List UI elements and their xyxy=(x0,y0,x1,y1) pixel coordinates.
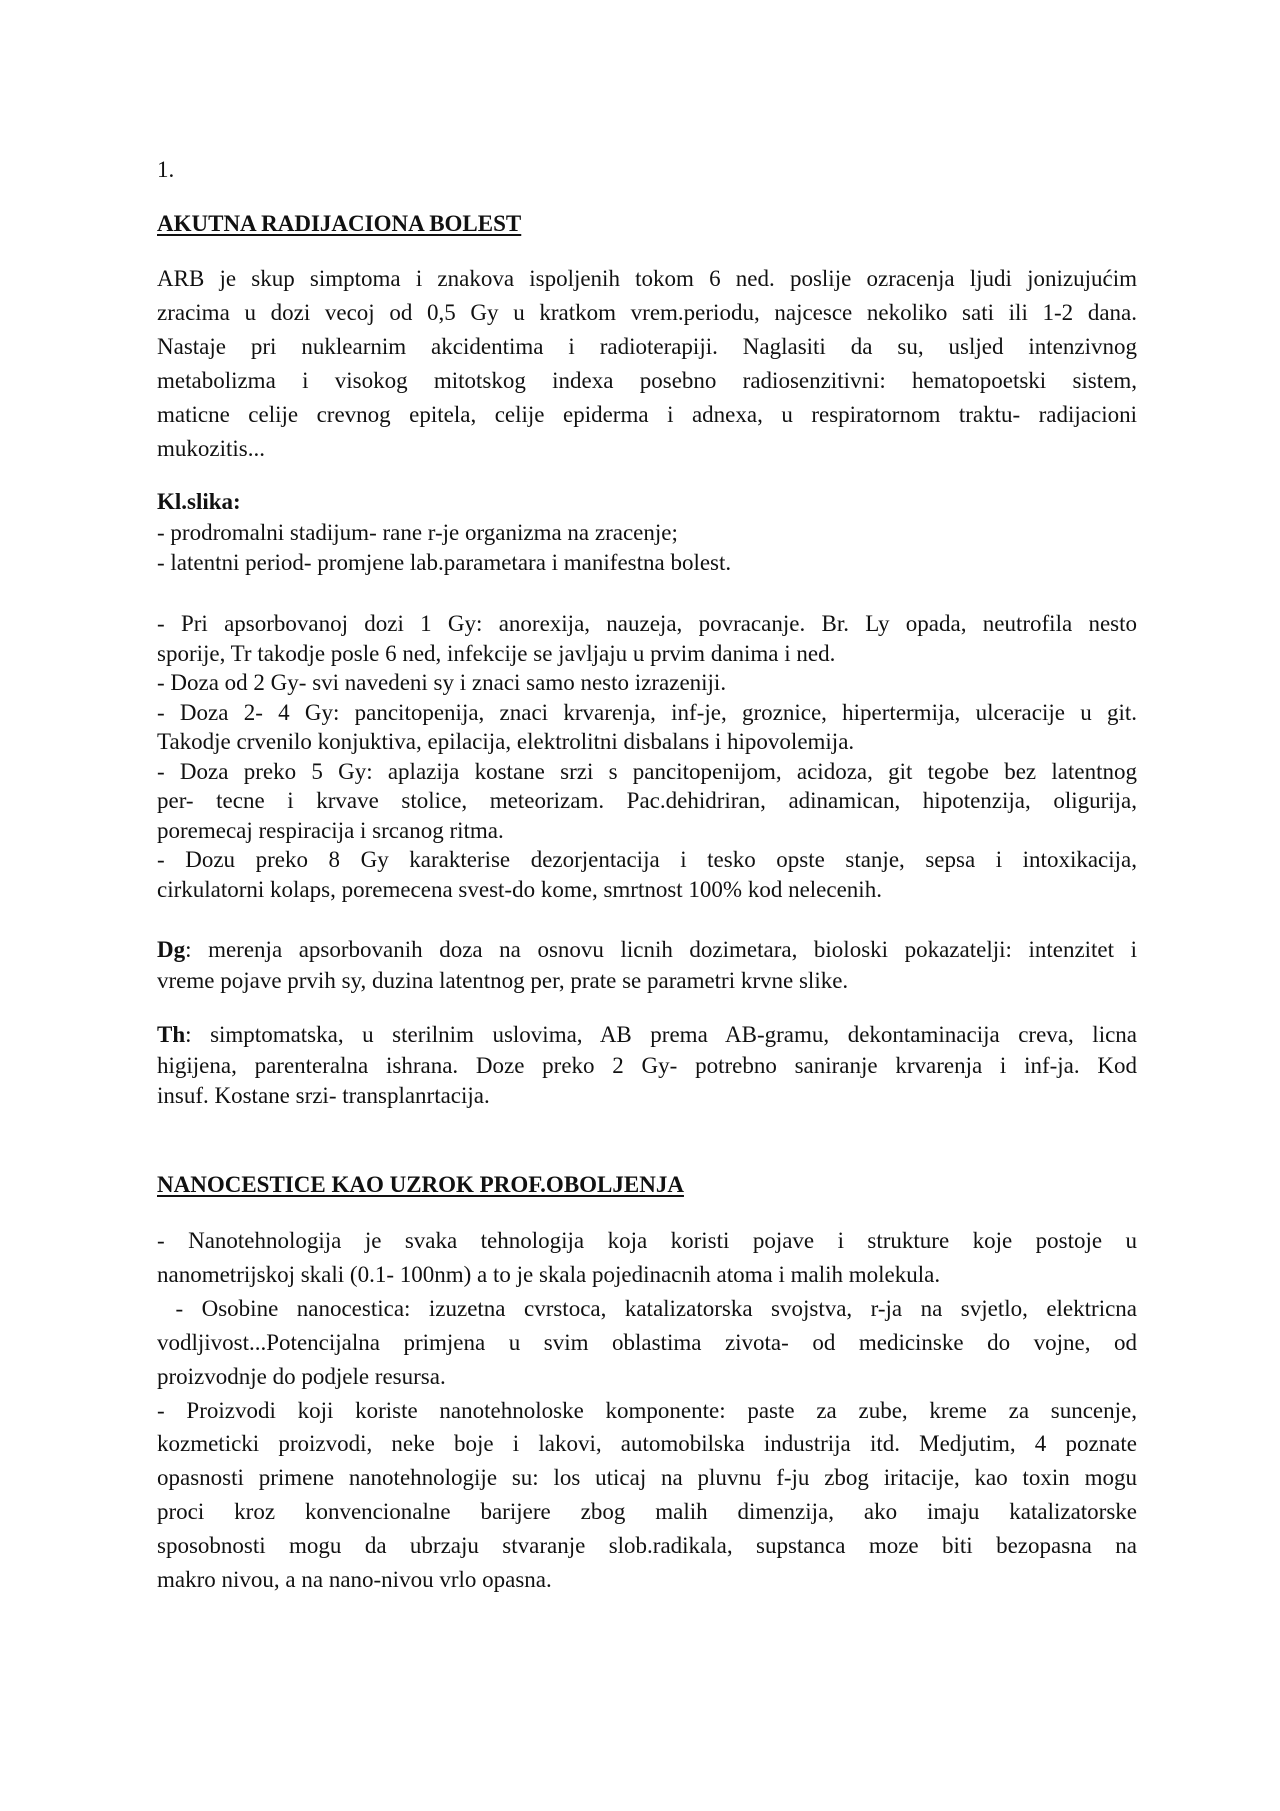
doses-paragraph xyxy=(157,609,1137,904)
text-line: sporije, Tr takodje posle 6 ned, infekcije se javljaju u prvim danima i ned. xyxy=(157,640,836,666)
text-line: - Dozu preko 8 Gy karakterise dezorjentacija i tesko opste stanje, sepsa i intoxikacija, xyxy=(157,847,1137,872)
page-number: 1. xyxy=(157,157,175,182)
text-line: maticne celije crevnog epitela, celije epiderma i adnexa, u respiratornom traktu- radijacioni xyxy=(157,402,1137,427)
section-heading-arb: AKUTNA RADIJACIONA BOLEST xyxy=(157,211,522,236)
text-line: proci kroz konvencionalne barijere zbog malih dimenzija, ako imaju katalizatorske xyxy=(157,1499,1137,1525)
text-line: - prodromalni stadijum- rane r-je organizma na zracenje; xyxy=(157,519,678,545)
text-line: kozmeticki proizvodi, neke boje i lakovi, automobilska industrija itd. Medjutim, 4 poznate xyxy=(157,1431,1137,1457)
text-line: metabolizma i visokog mitotskog indexa posebno radiosenzitivni: hematopoetski sistem, xyxy=(157,368,1137,393)
clinical-picture-label: Kl.slika: xyxy=(157,489,241,514)
text-line: vodljivost...Potencijalna primjena u svim oblastima zivota- od medicinske do vojne, od xyxy=(157,1329,1137,1355)
text-line: cirkulatorni kolaps, poremecena svest-do kome, smrtnost 100% kod nelecenih. xyxy=(157,876,882,902)
text-line: mukozitis... xyxy=(157,436,265,461)
text-line: - Pri apsorbovanoj dozi 1 Gy: anorexija, nauzeja, povracanje. Br. Ly opada, neutrofila nesto xyxy=(157,611,1137,636)
diagnosis-label: Dg xyxy=(157,937,186,962)
text-line: - Proizvodi koji koriste nanotehnoloske komponente: paste za zube, kreme za suncenje, xyxy=(157,1397,1137,1423)
text-line: opasnosti primene nanotehnologije su: los uticaj na pluvnu f-ju zbog iritacije, kao toxin mogu xyxy=(157,1465,1137,1491)
text-line: makro nivou, a na nano-nivou vrlo opasna. xyxy=(157,1567,552,1593)
text-line: insuf. Kostane srzi- transplanrtacija. xyxy=(157,1083,490,1108)
text-line: per- tecne i krvave stolice, meteorizam. Pac.dehidriran, adinamican, hipotenzija, oligurija, xyxy=(157,788,1137,813)
intro-paragraph xyxy=(157,262,1137,466)
text-line: sposobnosti mogu da ubrzaju stvaranje slob.radikala, supstanca moze biti bezopasna na xyxy=(157,1533,1137,1559)
text-line: zracima u dozi vecoj od 0,5 Gy u kratkom vrem.periodu, najcesce nekoliko sati ili 1-2 dana. xyxy=(157,300,1137,325)
text-line: higijena, parenteralna ishrana. Doze preko 2 Gy- potrebno saniranje krvarenja i inf-ja. Kod xyxy=(157,1052,1137,1078)
diagnosis-paragraph xyxy=(157,934,1137,996)
text-line: Nastaje pri nuklearnim akcidentima i radioterapiji. Naglasiti da su, usljed intenzivnog xyxy=(157,334,1137,359)
text-line: nanometrijskoj skali (0.1- 100nm) a to je skala pojedinacnih atoma i malih molekula. xyxy=(157,1261,941,1287)
clinical-picture xyxy=(157,487,1137,579)
section-heading-nano: NANOCESTICE KAO UZROK PROF.OBOLJENJA xyxy=(157,1172,684,1197)
text-line: ARB je skup simptoma i znakova ispoljenih tokom 6 ned. poslije ozracenja ljudi jonizujućim xyxy=(157,266,1137,291)
text-line: proizvodnje do podjele resursa. xyxy=(157,1363,446,1389)
therapy-paragraph xyxy=(157,1020,1137,1112)
text-line: vreme pojave prvih sy, duzina latentnog per, prate se parametri krvne slike. xyxy=(157,968,849,993)
therapy-label: Th xyxy=(157,1022,186,1047)
text-line: - Doza od 2 Gy- svi navedeni sy i znaci samo nesto izrazeniji. xyxy=(157,670,727,695)
text-line: - Doza preko 5 Gy: aplazija kostane srzi s pancitopenijom, acidoza, git tegobe bez latentnog xyxy=(157,758,1137,784)
nano-paragraph xyxy=(157,1224,1137,1597)
text-line: poremecaj respiracija i srcanog ritma. xyxy=(157,817,504,843)
text-line: - Doza 2- 4 Gy: pancitopenija, znaci krvarenja, inf-je, groznice, hipertermija, ulceracije u git. xyxy=(157,699,1137,725)
text-line: Takodje crvenilo konjuktiva, epilacija, elektrolitni disbalans i hipovolemija. xyxy=(157,729,855,754)
text-line: : simptomatska, u sterilnim uslovima, AB prema AB-gramu, dekontaminacija creva, licna xyxy=(185,1022,1137,1047)
text-line: : merenja apsorbovanih doza na osnovu licnih dozimetara, bioloski pokazatelji: intenzitet i xyxy=(185,937,1137,962)
text-line: - latentni period- promjene lab.parametara i manifestna bolest. xyxy=(157,550,732,575)
text-line: - Nanotehnologija je svaka tehnologija koja koristi pojave i strukture koje postoje u xyxy=(157,1228,1137,1253)
text-line: - Osobine nanocestica: izuzetna cvrstoca, katalizatorska svojstva, r-ja na svjetlo, elektricna xyxy=(157,1295,1137,1321)
